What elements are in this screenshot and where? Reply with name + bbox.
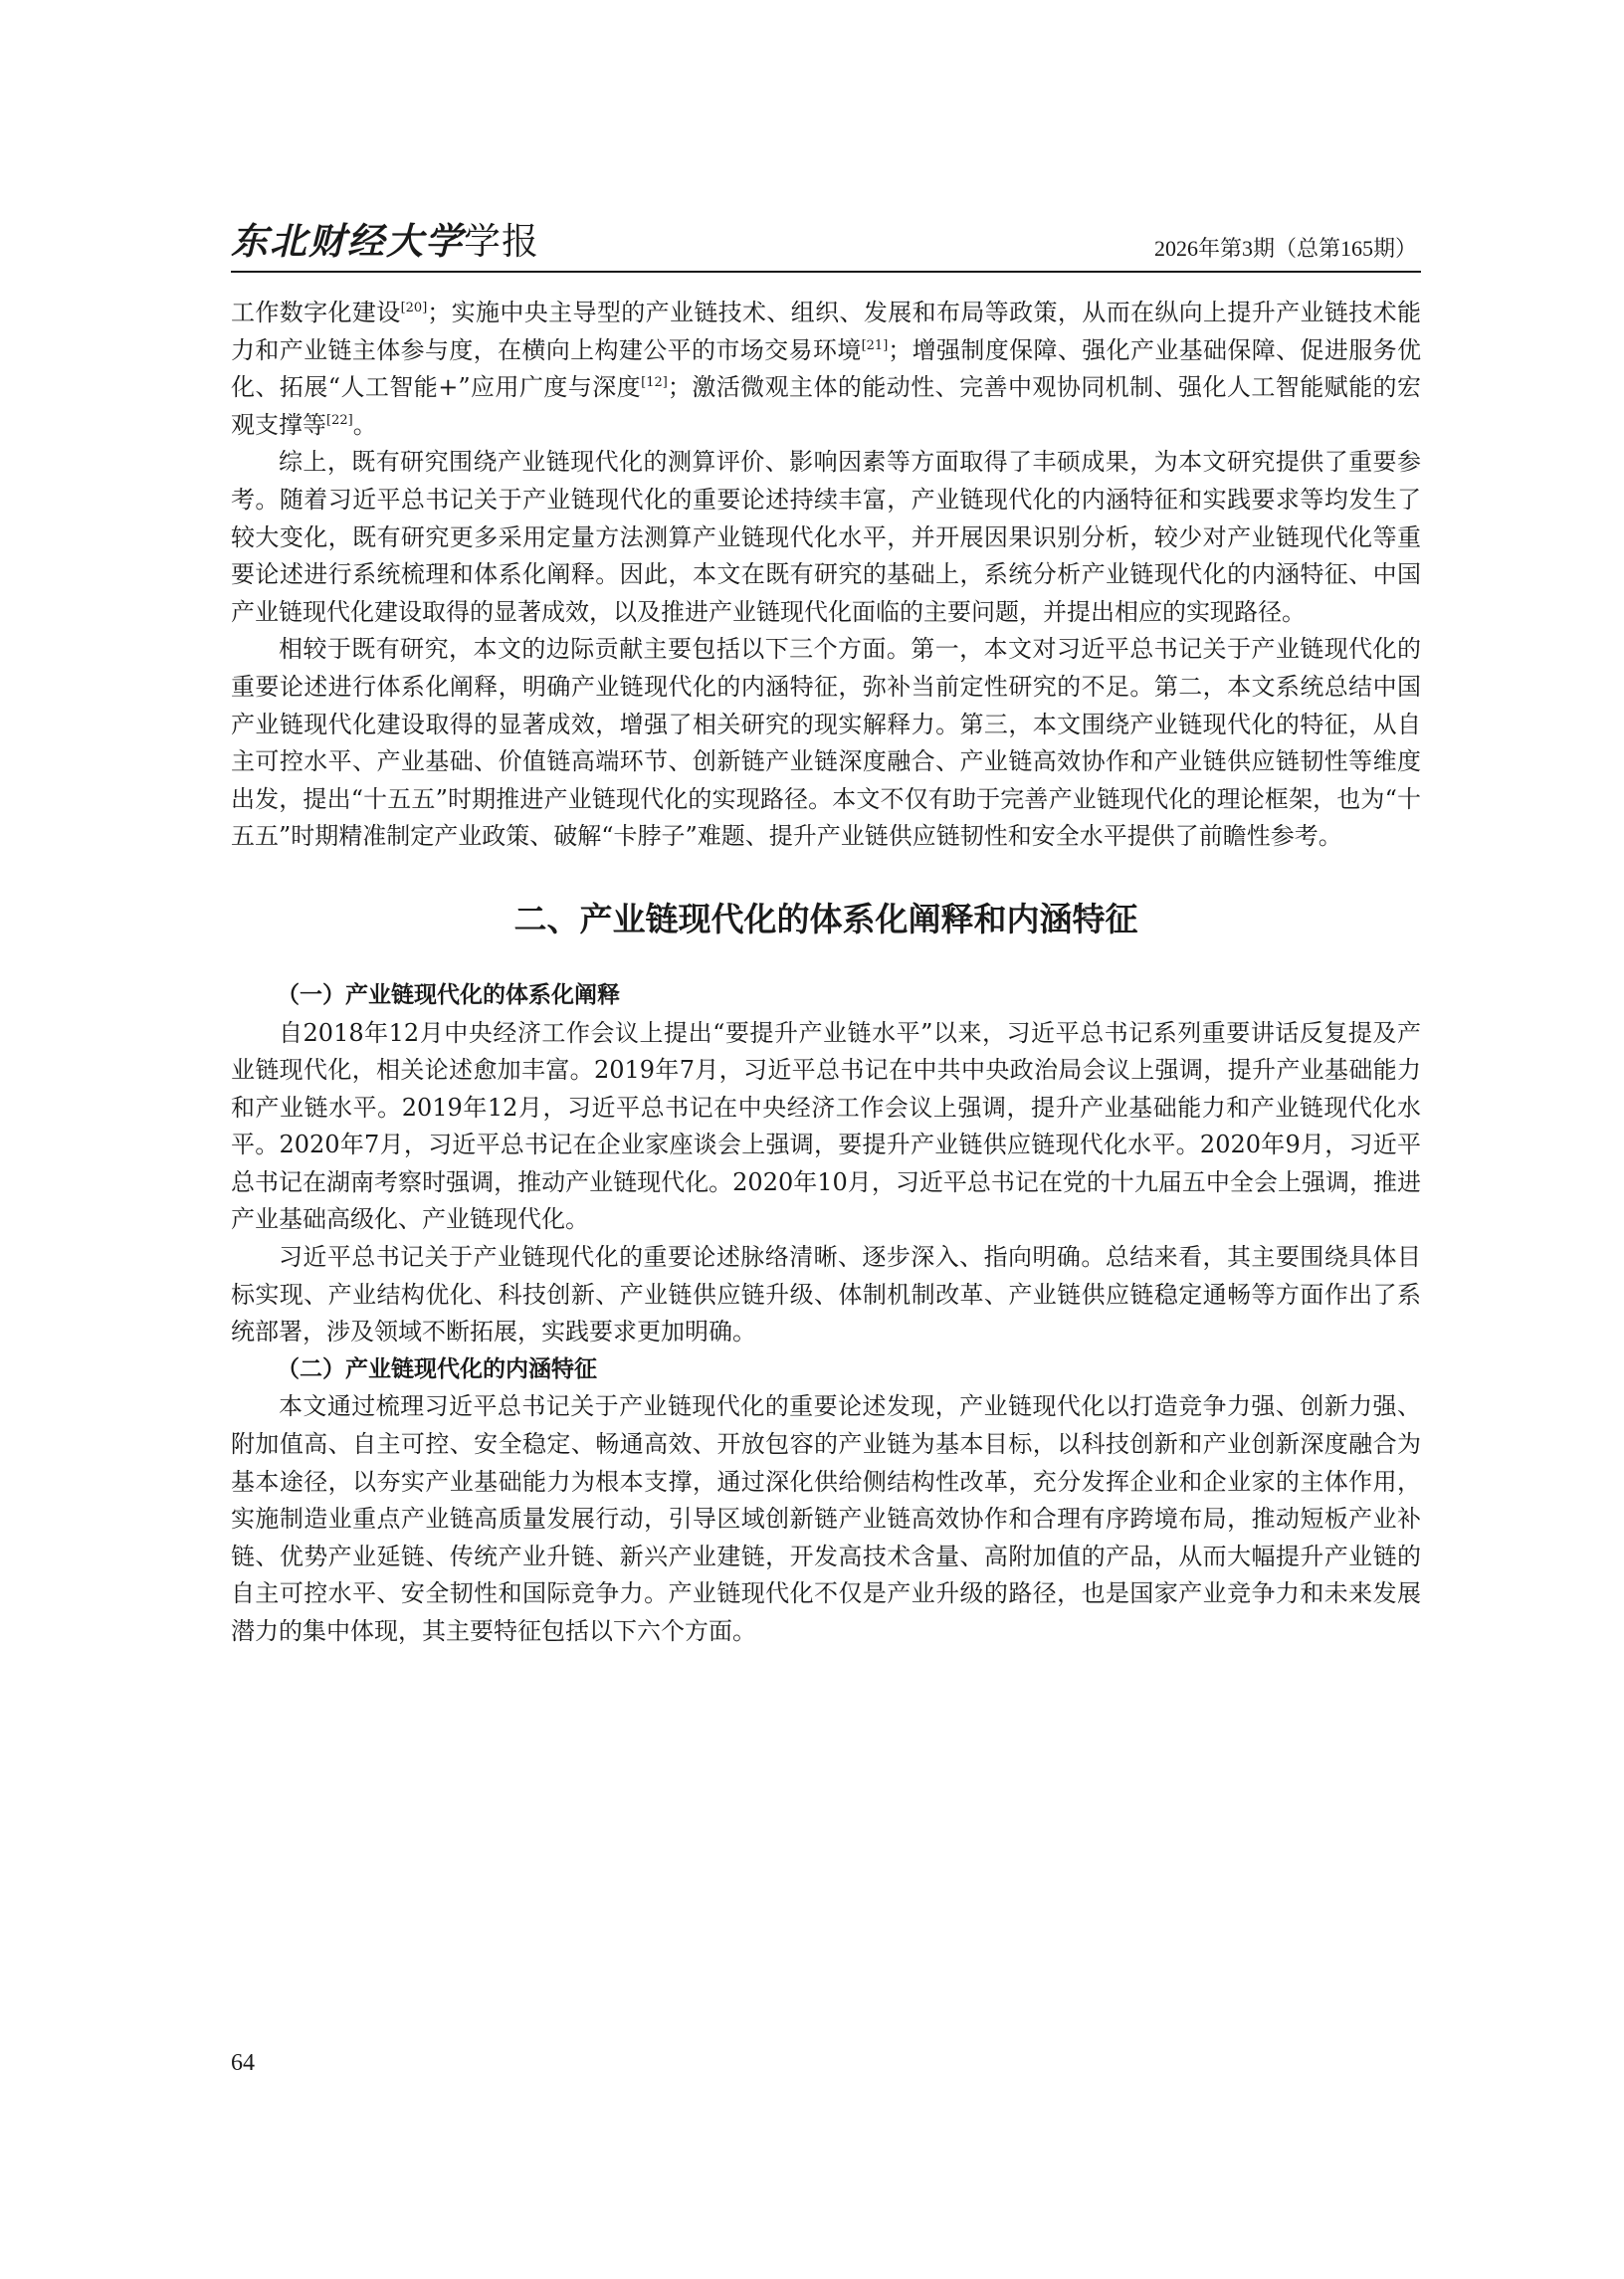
subsection-title-2: （二）产业链现代化的内涵特征 — [277, 1355, 597, 1382]
paragraph-4: 自2018年12月中央经济工作会议上提出“要提升产业链水平”以来，习近平总书记系列重要讲话反复提及产业链现代化，相关论述愈加丰富。2019年7月，习近平总书记在中共中央政治局会议上强调，提升产业基础能力和产业链水平。2019年12月，习近平总书记在中央经济工作会议上强调，提升产业基础能力和产业链现代化水平。2020年7月，习近平总书记在企业家座谈会上强调，要提升产业链供应链现代化水平。2020年9月，习近平总书记在湖南考察时强调，推动产业链现代化。2020年10月，习近平总书记在党的十九届五中全会上强调，推进产业基础高级化、产业链现代化。 — [231, 1018, 1421, 1234]
citation-ref: [12] — [641, 375, 668, 391]
journal-name: 东北财经大学 — [231, 219, 464, 263]
page-number: 64 — [231, 2050, 255, 2076]
text-run: 。 — [352, 410, 377, 439]
paragraph-1 — [231, 295, 1421, 444]
running-header — [231, 219, 1421, 273]
paragraph-2: 综上，既有研究围绕产业链现代化的测算评价、影响因素等方面取得了丰硕成果，为本文研究提供了重要参考。随着习近平总书记关于产业链现代化的重要论述持续丰富，产业链现代化的内涵特征和实践要求等均发生了较大变化，既有研究更多采用定量方法测算产业链现代化水平，并开展因果识别分析，较少对产业链现代化等重要论述进行系统梳理和体系化阐释。因此，本文在既有研究的基础上，系统分析产业链现代化的内涵特征、中国产业链现代化建设取得的显著成效，以及推进产业链现代化面临的主要问题，并提出相应的实现路径。 — [231, 448, 1421, 626]
paragraph-3: 相较于既有研究，本文的边际贡献主要包括以下三个方面。第一，本文对习近平总书记关于产业链现代化的重要论述进行体系化阐释，明确产业链现代化的内涵特征，弥补当前定性研究的不足。第二，本文系统总结中国产业链现代化建设取得的显著成效，增强了相关研究的现实解释力。第三，本文围绕产业链现代化的特征，从自主可控水平、产业基础、价值链高端环节、创新链产业链深度融合、产业链高效协作和产业链供应链韧性等维度出发，提出“十五五”时期推进产业链现代化的实现路径。本文不仅有助于完善产业链现代化的理论框架，也为“十五五”时期精准制定产业政策、破解“卡脖子”难题、提升产业链供应链韧性和安全水平提供了前瞻性参考。 — [231, 635, 1421, 851]
journal-suffix: 学报 — [464, 220, 539, 263]
citation-ref: [20] — [400, 301, 428, 315]
subsection-title-1: （一）产业链现代化的体系化阐释 — [277, 981, 620, 1008]
paragraph-5: 习近平总书记关于产业链现代化的重要论述脉络清晰、逐步深入、指向明确。总结来看，其主要围绕具体目标实现、产业结构优化、科技创新、产业链供应链升级、体制机制改革、产业链供应链稳定通畅等方面作出了系统部署，涉及领域不断拓展，实践要求更加明确。 — [231, 1243, 1421, 1347]
text-run: ；实施中央主导型的产业链技术、组织、发展和布局等政策，从而在纵向上提升产业链技术能力和产业链主体参与度，在横向上构建公平的市场交易环境 — [231, 299, 1421, 364]
citation-ref: [22] — [326, 412, 353, 428]
citation-ref: [21] — [861, 337, 889, 353]
issue-info: 2026年第3期（总第165期） — [1153, 236, 1417, 261]
section-title: 二、产业链现代化的体系化阐释和内涵特征 — [513, 899, 1138, 938]
article-body — [231, 295, 1421, 1651]
text-run: 工作数字化建设 — [231, 299, 401, 326]
paragraph-6: 本文通过梳理习近平总书记关于产业链现代化的重要论述发现，产业链现代化以打造竞争力强、创新力强、附加值高、自主可控、安全稳定、畅通高效、开放包容的产业链为基本目标，以科技创新和产业创新深度融合为基本途径，以夯实产业基础能力为根本支撑，通过深化供给侧结构性改革，充分发挥企业和企业家的主体作用，实施制造业重点产业链高质量发展行动，引导区域创新链产业链高效协作和合理有序跨境布局，推动短板产业补链、优势产业延链、传统产业升链、新兴产业建链，开发高技术含量、高附加值的产品，从而大幅提升产业链的自主可控水平、安全韧性和国际竞争力。产业链现代化不仅是产业升级的路径，也是国家产业竞争力和未来发展潜力的集中体现，其主要特征包括以下六个方面。 — [231, 1392, 1421, 1645]
text-run: ；增强制度保障、强化产业基础保障、促进服务优化、拓展“人工智能+”应用广度与深度 — [231, 335, 1421, 402]
text-run: ；激活微观主体的能动性、完善中观协同机制、强化人工智能赋能的宏观支撑等 — [231, 373, 1421, 439]
journal-logo — [231, 211, 539, 265]
